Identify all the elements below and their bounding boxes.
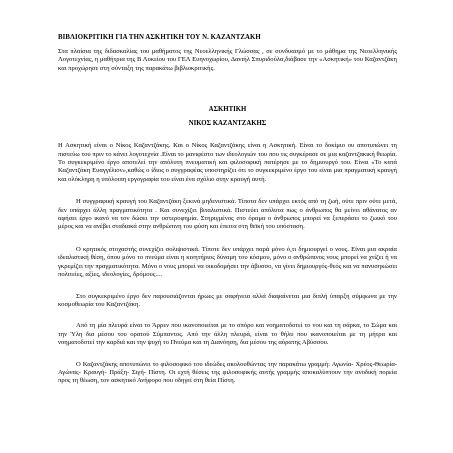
body-paragraph: Η συγγραφική κραυγή του Καζαντζάκη ξεκινά μηδενιστικά. Τίποτα δεν υπάρχει εκτός από τη ζωή, ούτε πριν ούτε μετά, δεν υπάρχει άλλη πραγματικότητα . Και συνεχίζει βιταλιστικά. Πιστεύει απόλυτα πως ο άνθρωπος θα μείνει αθάνατος αν αφήσει έργο ικανό να τον δώσει την υστεροφημία. Στηριγμένος στο όραμα ο άνθρωπος μπορεί να ξεπεράσει το ζωικό του μέρος και να ανέβει σταδιακά στην ανθρώπινη του φύση και έπειτα στη θεϊκή του υπόσταση.	[58, 198, 397, 231]
body-paragraph: Ο Καζαντζάκης αποτυπώνει το φιλοσοφικό του ιδεώδες ακολουθώντας την παρακάτω γραμμή: Αγωνία- Χρέος-Θεωρία- Αγώνας- Κραυγή- Πράξη- Σιγή- Πίστη. Οι εχτή θέσεις της φιλοσοφικής αυτής γραμμής αποκαλύπτουν την ανοδική πορεία προς τη θέωση, τον ασκητικό Ανήφορο που οδηγεί στη θεία Πίστη.	[58, 360, 397, 385]
intro-paragraph: Στα πλαίσια της διδασκαλίας του μαθήματος της Νεοελληνικής Γλώσσας , σε συνδυασμό με το μάθημα της Νεοελληνικής Λογοτεχνίας, η μαθήτρια της Β Λυκείου του ΓΕΛ Ευηνοχωρίου, Δανιήλ Σπυριδούλα,διάβασε την «Ασκητική» του Καζαντζάκη και προχώρησε στη σύνταξη της παρακάτω βιβλιοκριτικής.	[58, 48, 397, 72]
document-title: ΒΙΒΛΙΟΚΡΙΤΙΚΗ ΓΙΑ ΤΗΝ ΑΣΚΗΤΙΚΗ ΤΟΥ Ν. ΚΑΖΑΝΤΖΑΚΗ	[58, 34, 261, 41]
body-paragraph: Στο συγκεκριμένο έργο δεν παρουσιάζονται ήρωες με σαφήνεια αλλά διαφαίνεται μια διπλή ύπαρξη σύμφωνα με την κοσμοθεωρία του Καζαντζάκη.	[58, 292, 397, 308]
body-paragraph: Η Ασκητική είναι ο Νίκος Καζαντζάκης. Και ο Νίκος Καζαντζάκης είναι η Ασκητική. Είναι το δοκίμιο ου αποτυπώνει τη πιστεύω του πριν το κάνει λογοτεχνία .Είναι το μανιφέστο των ιδεολογιών του που τις συγκέρασε σε μια καζαντζακική θεωρία. Το συγκεκριμένο έργο αποτελεί την απόλυτη πνευματική και φιλοσοφική πατέρησε με το δημιουργό του. Είναι «Το κατά Καζαντζάκη Ευαγγέλιον»,καθώς ο ίδιος ο συγγραφέας υποστηρίζει ότι το συγκεκριμένο έργο του είναι μια πραγματική κραυγή και ολόκληρη η υπόλοιπη εργογραφία του είναι ένα σχόλιο στην κραυγή αυτή.	[58, 142, 397, 183]
author-heading: ΝΙΚΟΣ ΚΑΖΑΝΤΖΑΚΗΣ	[188, 120, 267, 128]
section-heading: ΑΣΚΗΤΙΚΗ	[208, 106, 247, 114]
body-paragraph: Από τη μία πλευρά είναι το Άρρεν που ικανοποιείται με το σπόρο και νοηματοδοτεί το νου και τη σάρκα, το Σώμα και την Ύλη δια μέσου του ορατού Σύμπαντος. Από την άλλη πλευρά, είναι το θήλυ που ικανοποιείται με τη μήτρα και νοηματοδοτεί την καρδιά και την ψυχή το Πνεύμα και τη Διανόηση, δια μέσου της αόρατης Αβύσσου.	[58, 322, 397, 347]
body-paragraph: Ο κρητικός στοχαστής συνεχίζει σολιψιστικά. Τίποτε δεν υπάρχει παρά μόνο ό,τι δημιουργεί ο νους. Είναι μια ακραία ιδεαλιστική θέση, όπου μόνο το πνεύμα είναι η κινητήριος δύναμη του κόσμου, μόνο ο ανθρώπινος νους μπορεί να χτίζει ή να γκρεμίζει την πραγματικότητα. Μόνο ο νους μπορεί να οικοδομήσει την άβυσσο, να γίνει δημιουργός-θεός και να πανυσηκώσει πολιτείες, αξίες, ιδεολογίες, δρόμους....	[58, 245, 397, 279]
